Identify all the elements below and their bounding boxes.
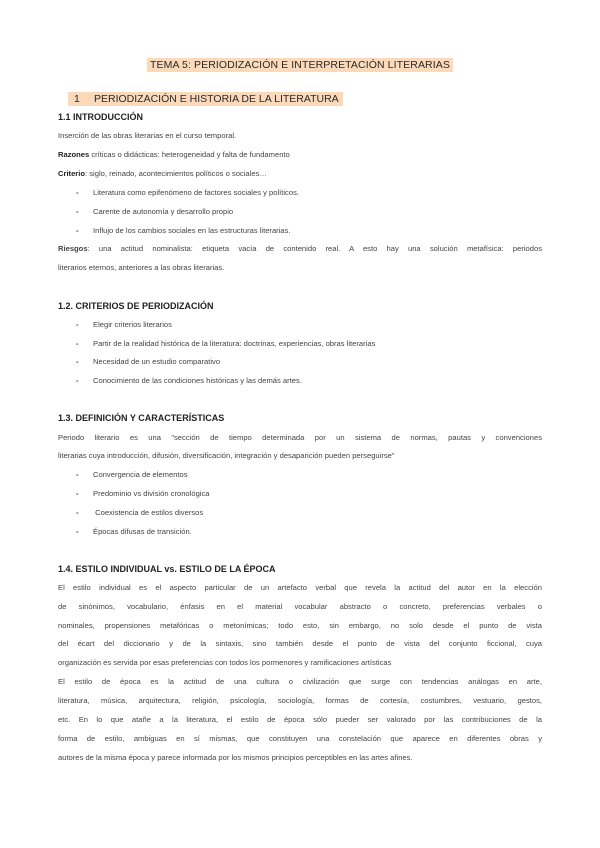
paragraph-line: del écart del diccionario y de la sintaxis, sino también desde el punto de vista del conjunto ficcional, cuya <box>58 639 542 648</box>
paragraph-line: literatura, música, arquitectura, religión, psicología, sociología, formas de cortesía, costumbres, vestuario, gestos, <box>58 696 542 705</box>
paragraph-line: forma de estilo, ambiguas en sí mismas, que constituyen una constelación que aparece en diferentes obras y <box>58 734 542 743</box>
paragraph-line: de sinónimos, vocabulario, énfasis en el material vocabular abstracto o concreto, preferencias verbales o <box>58 602 542 611</box>
section-number: 1 <box>74 93 80 105</box>
paragraph-line: organización es servida por esas preferencias con todos los pormenores y ramificaciones artísticas <box>58 658 392 667</box>
list-item: - Épocas difusas de transición. <box>76 527 192 536</box>
paragraph-line: nominales, propensiones metafóricas o metonímicas; todo esto, sin embargo, no solo desde el punto de vista <box>58 621 542 630</box>
list-item: - Literatura como epifenómeno de factores sociales y políticos. <box>76 188 299 197</box>
paragraph-line: autores de la misma época y parece informada por los mismos principios perceptibles en las artes afines. <box>58 753 413 762</box>
list-item: - Carente de autonomía y desarrollo propio <box>76 207 234 216</box>
criterio-label: Criterio <box>58 169 86 178</box>
list-item: - Predominio vs división cronológica <box>76 489 210 498</box>
paragraph-line: etc. En lo que atañe a la literatura, el estilo de época sólo pueder ser valorado por las contribuciones de la <box>58 715 542 724</box>
riesgos-line-2: literarios eternos, anteriores a las obras literarias. <box>58 263 225 272</box>
document-title: TEMA 5: PERIODIZACIÓN E INTERPRETACIÓN LITERARIAS <box>147 58 453 72</box>
list-item: - Convergencia de elementos <box>76 470 188 479</box>
definition-line-2: literarias cuya introducción, difusión, diversificación, integración y desaparición pueden perseguirse" <box>58 451 395 460</box>
paragraph-line: El estilo individual es el aspecto particular de un artefacto verbal que revela la actitud del autor en la elección <box>58 583 542 592</box>
heading-1-1: 1.1 INTRODUCCIÓN <box>58 112 144 122</box>
title-wrap <box>0 55 600 73</box>
razones-label: Razones <box>58 150 90 159</box>
criterio-text: : siglo, reinado, acontecimientos políticos o sociales… <box>85 169 267 178</box>
intro-text: Inserción de las obras literarias en el curso temporal. <box>58 131 237 140</box>
heading-1-2: 1.2. CRITERIOS DE PERIODIZACIÓN <box>58 301 214 311</box>
section-heading <box>68 92 343 106</box>
list-item: - Necesidad de un estudio comparativo <box>76 357 221 366</box>
paragraph-line: El estilo de época es la actitud de una cultura o civilización que surge con tendencias análogas en arte, <box>58 677 542 686</box>
list-item: - Coexistencia de estilos diversos <box>76 508 204 517</box>
riesgos-line-1: Riesgos: una actitud nominalista: etiqueta vacía de contenido real. A esto hay una solución metafísica: periodos <box>58 244 542 253</box>
list-item: - Elegir criterios literarios <box>76 320 172 329</box>
section-label: PERIODIZACIÓN E HISTORIA DE LA LITERATURA <box>94 93 339 105</box>
razones-text: críticas o didácticas: heterogeneidad y falta de fundamento <box>89 150 290 159</box>
razones-line <box>58 150 542 159</box>
list-item: - Partir de la realidad histórica de la literatura: doctrinas, experiencias, obras literarias <box>76 339 376 348</box>
heading-1-3: 1.3. DEFINICIÓN Y CARACTERÍSTICAS <box>58 413 225 423</box>
riesgos-label: Riesgos <box>58 244 88 253</box>
definition-line-1: Periodo literario es una "sección de tiempo determinada por un sistema de normas, pautas y convenciones <box>58 433 542 442</box>
heading-1-4: 1.4. ESTILO INDIVIDUAL vs. ESTILO DE LA ÉPOCA <box>58 564 276 574</box>
criterio-line <box>58 169 542 178</box>
list-item: - Conocimiento de las condiciones históricas y las demás artes. <box>76 376 302 385</box>
list-item: - Influjo de los cambios sociales en las estructuras literarias. <box>76 226 291 235</box>
